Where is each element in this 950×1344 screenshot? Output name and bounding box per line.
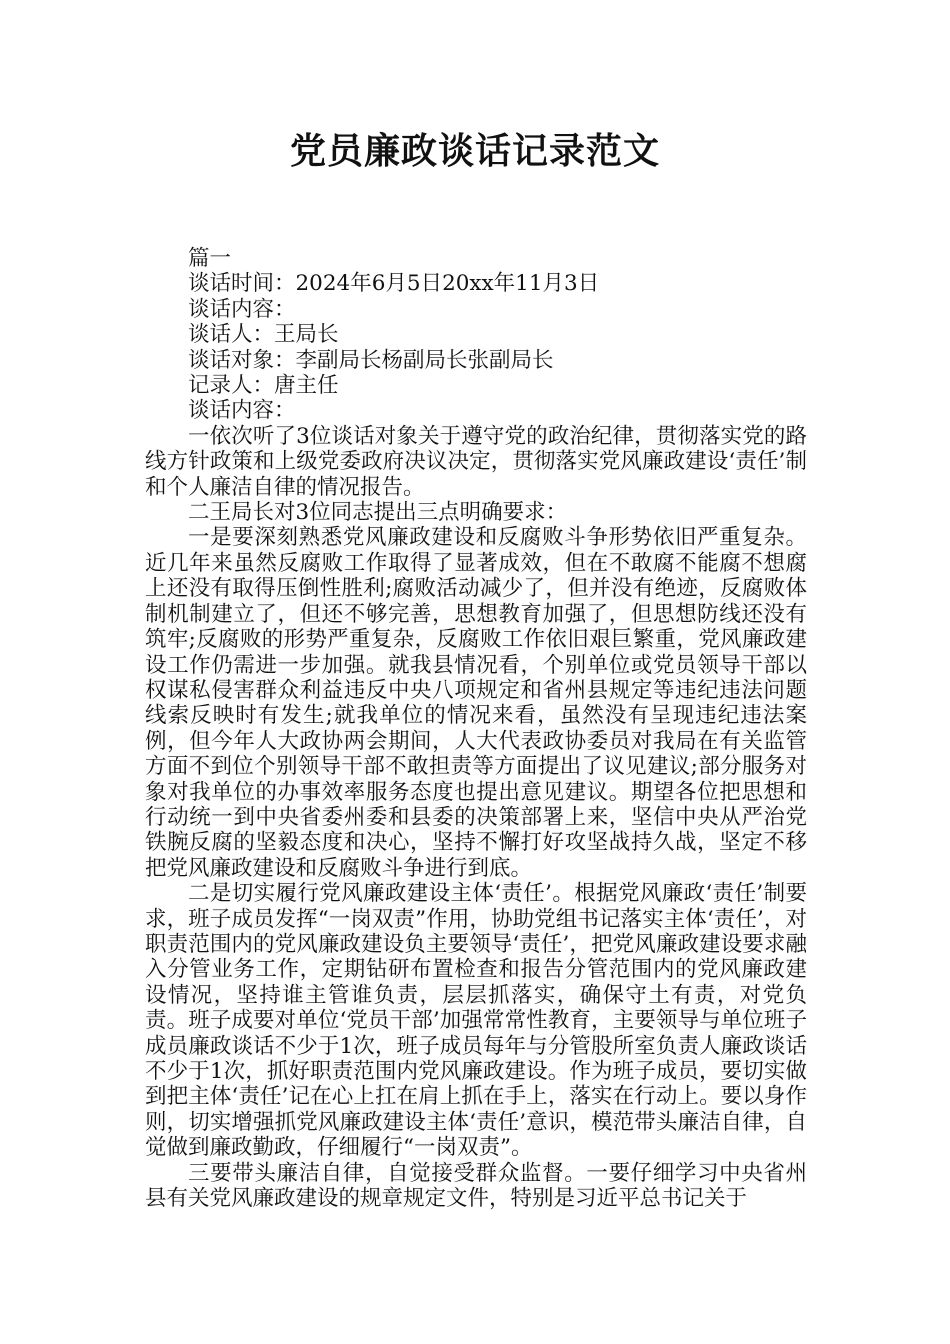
recorder-line: 记录人：唐主任 [188,373,339,399]
paragraph-reports: 一依次听了3位谈话对象关于遵守党的政治纪律，贯彻落实党的路线方针政策和上级党委政府决议决定，贯彻落实党风廉政建设‘责任’制和个人廉洁自律的情况报告。 [145,423,807,500]
document-body [145,246,807,1211]
paragraph-requirement-1: 一是要深刻熟悉党风廉政建设和反腐败斗争形势依旧严重复杂。近几年来虽然反腐败工作取得了显著成效，但在不敢腐不能腐不想腐上还没有取得压倒性胜利;腐败活动减少了，但并没有绝迹，反腐败体制机制建立了，但还不够完善，思想教育加强了，但思想防线还没有筑牢;反腐败的形势严重复杂，反腐败工作依旧艰巨繁重，党风廉政建设工作仍需进一步加强。就我县情况看，个别单位或党员领导干部以权谋私侵害群众利益违反中央八项规定和省州县规定等违纪违法问题线索反映时有发生;就我单位的情况来看，虽然没有呈现违纪违法案例，但今年人大政协两会期间，人大代表政协委员对我局在有关监管方面不到位个别领导干部不敢担责等方面提出了议见建议;部分服务对象对我单位的办事效率服务态度也提出意见建议。期望各位把思想和行动统一到中央省委州委和县委的决策部署上来，坚信中央从严治党铁腕反腐的坚毅态度和决心，坚持不懈打好攻坚战持久战，坚定不移把党风廉政建设和反腐败斗争进行到底。 [145,525,807,881]
talk-time-line: 谈话时间：2024年6月5日20xx年11月3日 [188,271,600,297]
talk-target-line: 谈话对象：李副局长杨副局长张副局长 [188,347,554,373]
paragraph-requirement-2: 二是切实履行党风廉政建设主体‘责任’。根据党风廉政‘责任’制要求，班子成员发挥“一岗双责”作用，协助党组书记落实主体‘责任’，对职责范围内的党风廉政建设负主要领导‘责任’，把党风廉政建设要求融入分管业务工作，定期钻研布置检查和报告分管范围内的党风廉政建设情况，坚持谁主管谁负责，层层抓落实，确保守土有责，对党负责。班子成要对单位‘党员干部’加强常常性教育，主要领导与单位班子成员廉政谈话不少于1次，班子成员每年与分管股所室负责人廉政谈话不少于1次，抓好职责范围内党风廉政建设。作为班子成员，要切实做到把主体‘责任’记在心上扛在肩上抓在手上，落实在行动上。要以身作则，切实增强抓党风廉政建设主体‘责任’意识，模范带头廉洁自律，自觉做到廉政勤政，仔细履行“一岗双责”。 [145,881,807,1161]
section-label: 篇一 [188,246,232,271]
talk-content-label-2: 谈话内容： [188,398,296,424]
paragraph-requirements-intro: 二王局长对3位同志提出三点明确要求： [188,500,568,526]
speaker-line: 谈话人：王局长 [188,322,339,348]
document-title: 党员廉政谈话记录范文 [289,131,660,172]
talk-content-label: 谈话内容： [188,296,296,322]
paragraph-requirement-3: 三要带头廉洁自律，自觉接受群众监督。一要仔细学习中央省州县有关党风廉政建设的规章规定文件，特别是习近平总书记关于 [145,1160,807,1212]
